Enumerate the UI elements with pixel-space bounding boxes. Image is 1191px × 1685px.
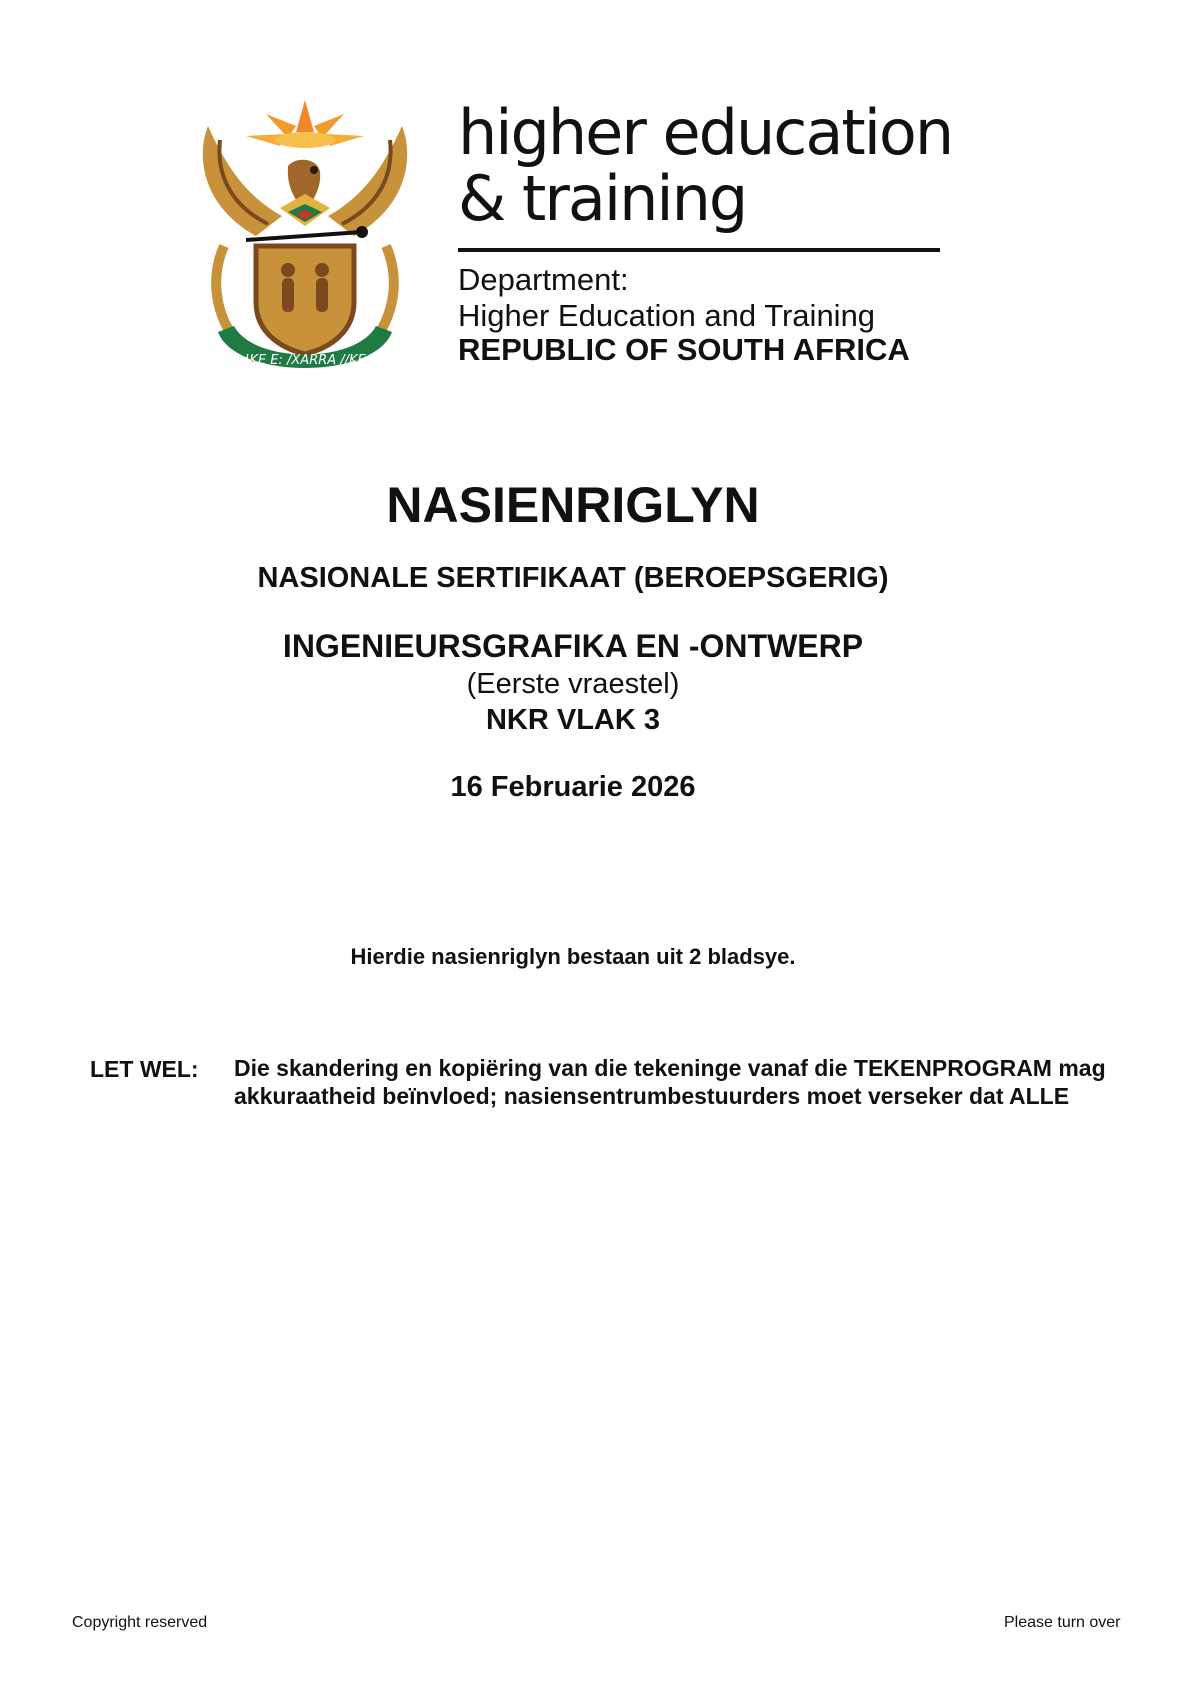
certificate-title: NASIONALE SERTIFIKAAT (BEROEPSGERIG) (257, 562, 889, 594)
subject-title: INGENIEURSGRAFIKA EN -ONTWERP (282, 628, 864, 664)
level-label: NKR VLAK 3 (485, 704, 660, 736)
sun-icon (246, 100, 364, 148)
coat-of-arms-icon (196, 96, 414, 384)
page-title: NASIENRIGLYN (386, 477, 760, 533)
exam-date: 16 Februarie 2026 (450, 771, 696, 803)
note-line-2: akkuraatheid beïnvloed; nasiensentrumbestuurders moet verseker dat ALLE (234, 1083, 1070, 1109)
department-label: Department: (458, 262, 629, 297)
footer-copyright: Copyright reserved (72, 1614, 208, 1631)
brand-line-2: & training (458, 162, 747, 235)
footer-turn-over: Please turn over (1004, 1614, 1121, 1631)
brand-divider (458, 248, 940, 252)
pages-note: Hierdie nasienriglyn bestaan uit 2 bladsye. (350, 944, 796, 969)
paper-label: (Eerste vraestel) (466, 668, 680, 700)
note-label: LET WEL: (90, 1056, 199, 1082)
department-name: Higher Education and Training (458, 298, 876, 333)
note-line-1: Die skandering en kopiëring van die tekeninge vanaf die TEKENPROGRAM mag (234, 1055, 1106, 1081)
svg-text:!KE E: /XARRA //KE: !KE E: /XARRA //KE (244, 353, 366, 368)
note-text (234, 1054, 1134, 1109)
country-name: REPUBLIC OF SOUTH AFRICA (458, 332, 910, 367)
brand-line-1: higher education (458, 96, 953, 169)
